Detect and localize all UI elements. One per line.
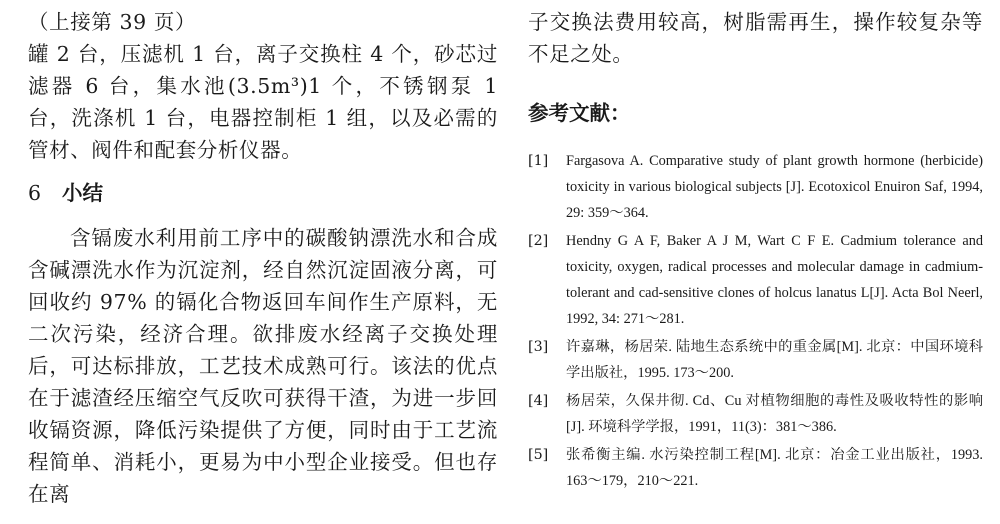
reference-text: 许嘉琳，杨居荣. 陆地生态系统中的重金属[M]. 北京：中国环境科学出版社，1995. 173～200.: [566, 339, 983, 381]
reference-number: [4]: [528, 393, 549, 409]
reference-item: [528, 442, 983, 494]
reference-number: [3]: [528, 339, 549, 355]
reference-list: [528, 148, 983, 494]
paragraph-summary-continued: 子交换法费用较高，树脂需再生，操作较复杂等不足之处。: [528, 10, 983, 66]
right-column: [528, 6, 983, 496]
section-heading: [28, 178, 498, 208]
reference-text: Hendny G A F, Baker A J M, Wart C F E. Cadmium tolerance and toxicity, oxygen, radical processes and molecular damage in cadmium-tolerant and cad-sensitive clones of holcus lanatus L[J]. Acta Bol Neerl, 1992, 34: 271～281.: [566, 233, 983, 327]
continued-note: （上接第 39 页）: [28, 10, 197, 34]
reference-item: [528, 148, 983, 226]
section-number: 6: [28, 181, 42, 205]
paragraph-equipment-list: 罐 2 台，压滤机 1 台，离子交换柱 4 个，砂芯过滤器 6 台，集水池(3.5m³)1 个，不锈钢泵 1 台，洗涤机 1 台，电器控制柜 1 组，以及必需的管材、阀件和配套分析仪器。: [28, 42, 498, 162]
references-heading: 参考文献：: [528, 101, 631, 125]
section-title: 小结: [62, 181, 103, 205]
reference-number: [2]: [528, 233, 549, 249]
reference-number: [1]: [528, 153, 549, 169]
reference-text: 杨居荣，久保井彻. Cd、Cu 对植物细胞的毒性及吸收特性的影响[J]. 环境科学学报，1991，11(3)：381～386.: [566, 393, 983, 435]
reference-item: [528, 334, 983, 386]
left-column: [28, 6, 498, 510]
reference-item: [528, 228, 983, 332]
paragraph-continued: [28, 6, 498, 166]
reference-item: [528, 388, 983, 440]
reference-number: [5]: [528, 447, 549, 463]
paragraph-summary: 含镉废水利用前工序中的碳酸钠漂洗水和合成含碱漂洗水作为沉淀剂，经自然沉淀固液分离，可回收约 97% 的镉化合物返回车间作生产原料，无二次污染，经济合理。欲排废水经离子交换处理后，可达标排放，工艺技术成熟可行。该法的优点在于滤渣经压缩空气反吹可获得干渣，为进一步回收镉资源，降低污染提供了方便，同时由于工艺流程简单、消耗小，更易为中小型企业接受。但也存在离: [28, 226, 498, 506]
reference-text: Fargasova A. Comparative study of plant growth hormone (herbicide) toxicity in various biological subjects [J]. Ecotoxicol Enuiron Saf, 1994, 29: 359～364.: [566, 153, 983, 221]
reference-text: 张希衡主编. 水污染控制工程[M]. 北京：冶金工业出版社，1993. 163～179，210～221.: [566, 447, 983, 489]
